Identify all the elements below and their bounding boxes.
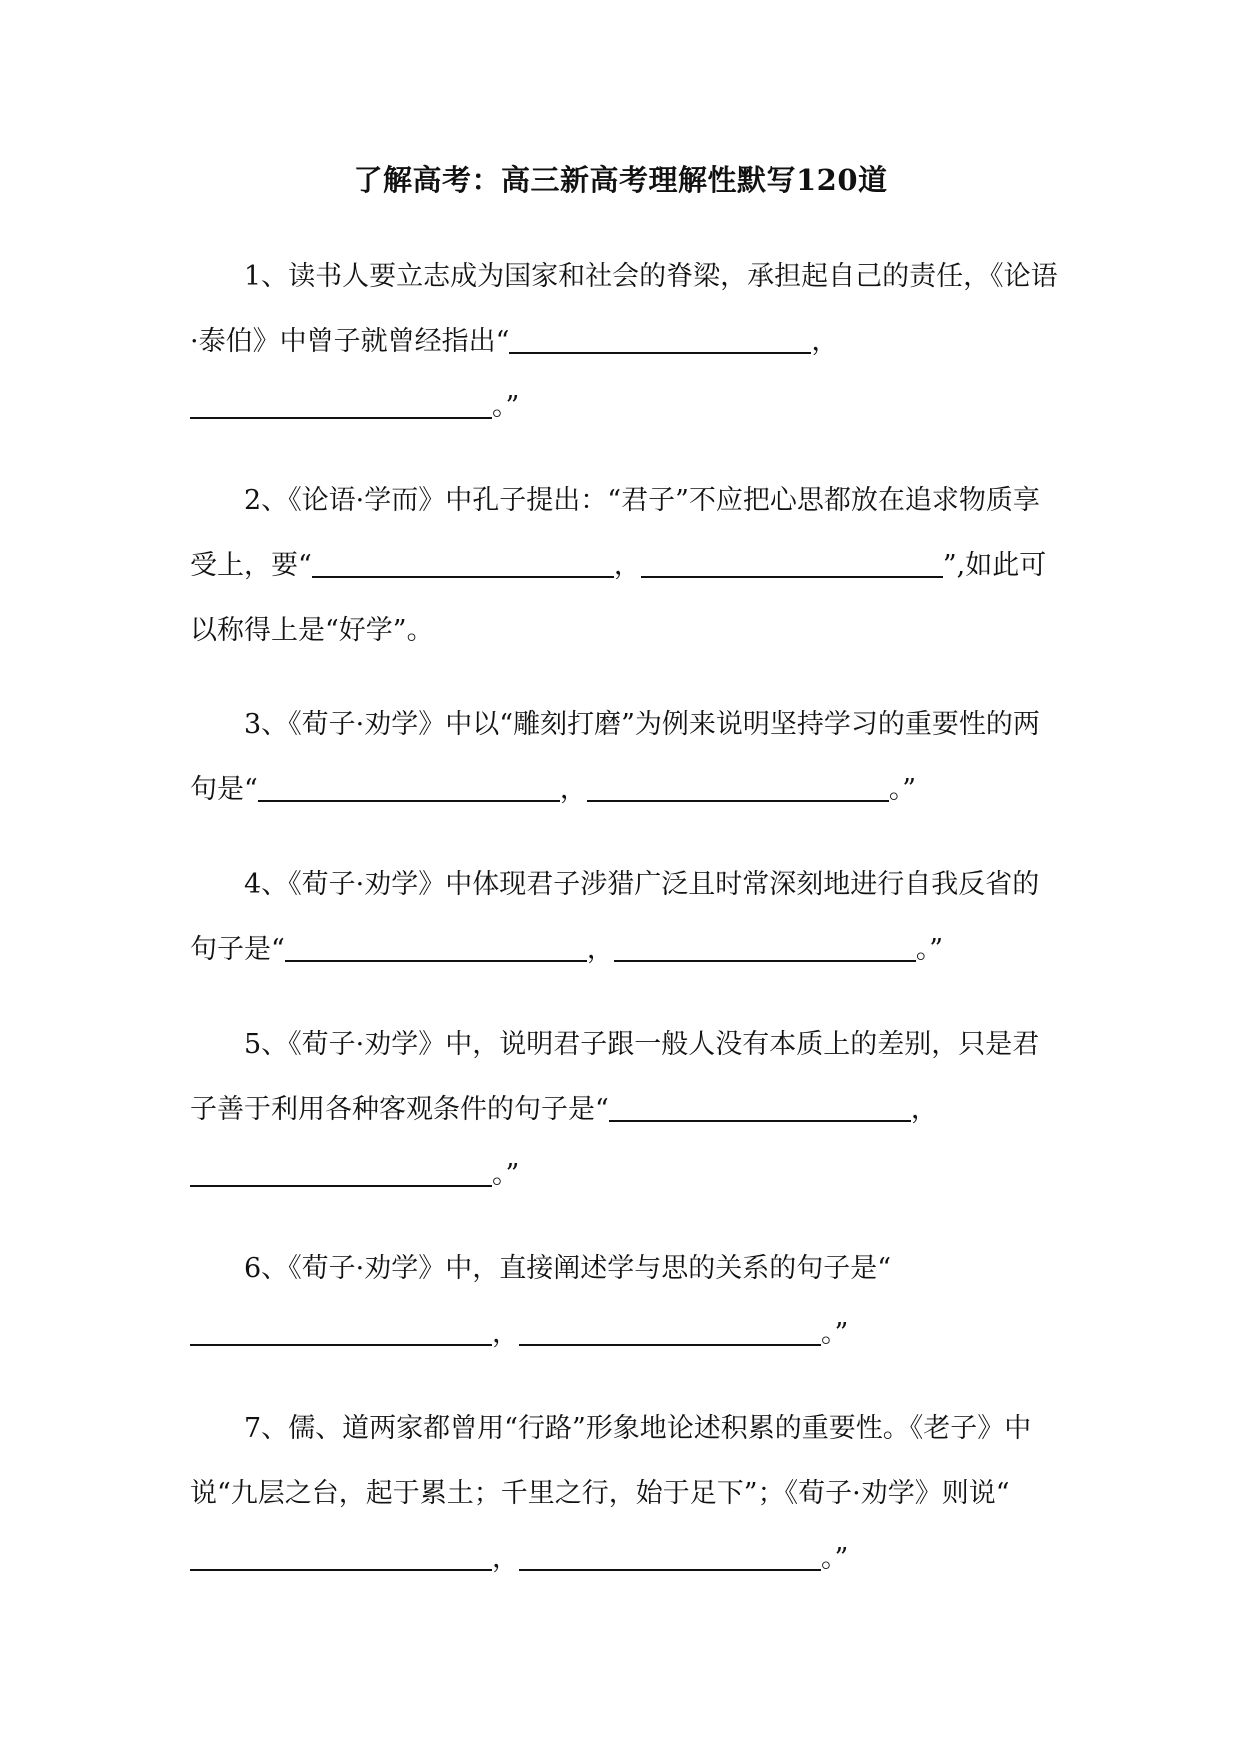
answer-blank[interactable] bbox=[587, 773, 889, 802]
question-text: 儒、道两家都曾用“行路”形象地论述积累的重要性。《老子》中说“九层之台，起于累土；千里之行，始于足下”；《荀子·劝学》则说“ bbox=[190, 1413, 1032, 1509]
question-ending: 。” bbox=[821, 1318, 849, 1349]
answer-blank[interactable] bbox=[519, 1542, 821, 1571]
question-separator: ， bbox=[910, 1094, 938, 1125]
question-text: 《荀子·劝学》中，说明君子跟一般人没有本质上的差别，只是君子善于利用各种客观条件的句子是“ bbox=[190, 1029, 1040, 1125]
answer-blank[interactable] bbox=[509, 325, 811, 354]
question-number: 4、 bbox=[244, 869, 289, 900]
question-item-7 bbox=[190, 1396, 1060, 1591]
answer-blank[interactable] bbox=[312, 549, 614, 578]
question-text: 《荀子·劝学》中体现君子涉猎广泛且时常深刻地进行自我反省的句子是“ bbox=[190, 869, 1040, 965]
question-ending: 。” bbox=[888, 774, 917, 805]
answer-blank[interactable] bbox=[609, 1093, 911, 1122]
question-separator: ， bbox=[559, 774, 587, 805]
question-ending: 。” bbox=[492, 1159, 520, 1190]
answer-blank[interactable] bbox=[258, 773, 560, 802]
question-item-4 bbox=[190, 852, 1060, 982]
question-separator: ， bbox=[613, 550, 641, 581]
question-text: 读书人要立志成为国家和社会的脊梁，承担起自己的责任，《论语·泰伯》中曾子就曾经指出“ bbox=[190, 261, 1058, 357]
answer-blank[interactable] bbox=[190, 1158, 492, 1187]
question-ending: ”,如此可以称得上是“好学”。 bbox=[190, 550, 1047, 646]
question-item-5 bbox=[190, 1012, 1060, 1207]
document-title: 了解高考：高三新高考理解性默写120道 bbox=[353, 163, 888, 197]
question-number: 7、 bbox=[244, 1413, 289, 1444]
question-number: 3、 bbox=[244, 709, 289, 740]
answer-blank[interactable] bbox=[190, 1542, 492, 1571]
question-item-6 bbox=[190, 1236, 1060, 1366]
question-text: 《论语·学而》中孔子提出：“君子”不应把心思都放在追求物质享受上，要“ bbox=[190, 485, 1040, 581]
question-ending: 。” bbox=[492, 391, 520, 422]
question-number: 5、 bbox=[244, 1029, 289, 1060]
answer-blank[interactable] bbox=[614, 933, 916, 962]
question-ending: 。” bbox=[915, 934, 944, 965]
question-text: 《荀子·劝学》中，直接阐述学与思的关系的句子是“ bbox=[288, 1253, 892, 1284]
question-item-3 bbox=[190, 692, 1060, 822]
question-separator: ， bbox=[811, 326, 839, 357]
question-separator: ， bbox=[586, 934, 614, 965]
question-number: 6、 bbox=[244, 1253, 289, 1284]
question-item-1 bbox=[190, 244, 1060, 439]
answer-blank[interactable] bbox=[519, 1317, 821, 1346]
answer-blank[interactable] bbox=[285, 933, 587, 962]
question-separator: ， bbox=[492, 1318, 519, 1349]
question-ending: 。” bbox=[821, 1543, 849, 1574]
question-item-2 bbox=[190, 468, 1060, 663]
question-number: 2、 bbox=[244, 485, 289, 516]
answer-blank[interactable] bbox=[190, 1317, 492, 1346]
answer-blank[interactable] bbox=[641, 549, 943, 578]
question-separator: ， bbox=[492, 1543, 519, 1574]
question-number: 1、 bbox=[244, 261, 289, 292]
question-text: 《荀子·劝学》中以“雕刻打磨”为例来说明坚持学习的重要性的两句是“ bbox=[190, 709, 1040, 805]
answer-blank[interactable] bbox=[190, 390, 492, 419]
